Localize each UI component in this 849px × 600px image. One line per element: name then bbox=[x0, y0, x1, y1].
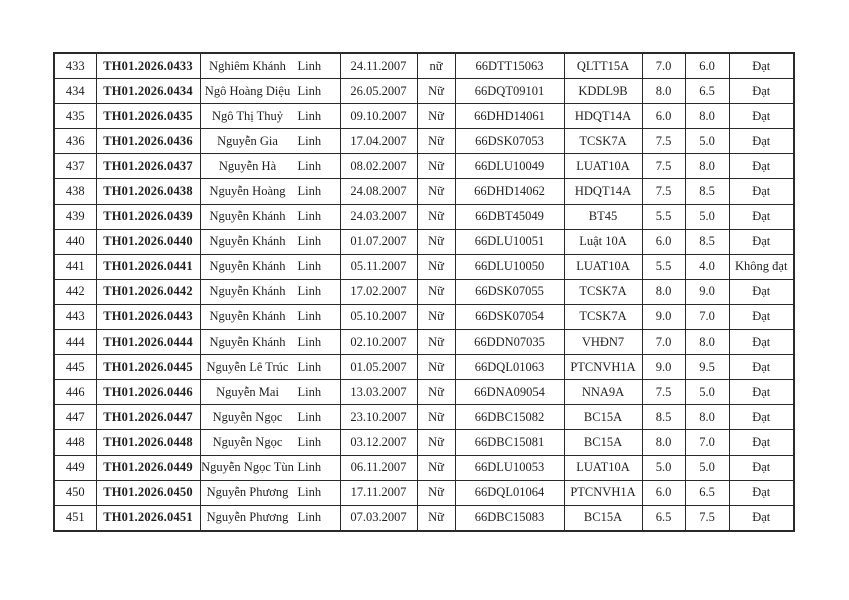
cell-class-code: TCSK7A bbox=[564, 279, 642, 304]
cell-student-code: 66DHD14061 bbox=[455, 104, 564, 129]
cell-date-of-birth: 24.11.2007 bbox=[340, 53, 417, 79]
name-wrap bbox=[201, 435, 340, 450]
cell-score-2: 8.0 bbox=[685, 154, 729, 179]
name-wrap bbox=[201, 109, 340, 124]
name-wrap bbox=[201, 335, 340, 350]
cell-gender: Nữ bbox=[417, 154, 455, 179]
cell-student-id: TH01.2026.0434 bbox=[96, 79, 200, 104]
cell-score-2: 6.0 bbox=[685, 53, 729, 79]
name-surname: Ngô Hoàng Diệu bbox=[204, 83, 291, 98]
cell-student-name bbox=[200, 79, 340, 104]
cell-score-1: 8.0 bbox=[642, 430, 685, 455]
cell-score-1: 7.0 bbox=[642, 330, 685, 355]
name-surname: Nguyễn Khánh bbox=[209, 209, 286, 224]
cell-student-id: TH01.2026.0442 bbox=[96, 279, 200, 304]
table-row bbox=[54, 53, 794, 79]
cell-student-name bbox=[200, 129, 340, 154]
cell-score-2: 9.0 bbox=[685, 279, 729, 304]
table-row bbox=[54, 455, 794, 480]
cell-row-number: 439 bbox=[54, 204, 96, 229]
cell-class-code: PTCNVH1A bbox=[564, 355, 642, 380]
cell-score-1: 6.0 bbox=[642, 229, 685, 254]
cell-class-code: LUAT10A bbox=[564, 254, 642, 279]
table-row bbox=[54, 480, 794, 505]
name-surname: Nguyễn Hoàng bbox=[209, 184, 286, 199]
cell-result: Đạt bbox=[729, 430, 794, 455]
cell-gender: Nữ bbox=[417, 380, 455, 405]
cell-student-id: TH01.2026.0451 bbox=[96, 505, 200, 531]
cell-result: Đạt bbox=[729, 279, 794, 304]
name-given-name: Linh bbox=[297, 259, 322, 274]
cell-student-name bbox=[200, 154, 340, 179]
name-given-name: Linh bbox=[297, 460, 322, 475]
table-row bbox=[54, 505, 794, 531]
cell-score-2: 6.5 bbox=[685, 480, 729, 505]
cell-class-code: LUAT10A bbox=[564, 455, 642, 480]
cell-student-id: TH01.2026.0437 bbox=[96, 154, 200, 179]
cell-student-name bbox=[200, 204, 340, 229]
name-wrap bbox=[201, 84, 340, 99]
name-wrap bbox=[201, 385, 340, 400]
cell-gender: Nữ bbox=[417, 405, 455, 430]
cell-student-code: 66DSK07053 bbox=[455, 129, 564, 154]
cell-gender: Nữ bbox=[417, 304, 455, 329]
cell-result: Không đạt bbox=[729, 254, 794, 279]
cell-result: Đạt bbox=[729, 480, 794, 505]
cell-date-of-birth: 05.10.2007 bbox=[340, 304, 417, 329]
table-row bbox=[54, 254, 794, 279]
cell-student-id: TH01.2026.0433 bbox=[96, 53, 200, 79]
cell-student-id: TH01.2026.0447 bbox=[96, 405, 200, 430]
cell-score-1: 8.0 bbox=[642, 79, 685, 104]
cell-class-code: BC15A bbox=[564, 505, 642, 531]
table-row bbox=[54, 405, 794, 430]
name-wrap bbox=[201, 460, 340, 475]
cell-row-number: 450 bbox=[54, 480, 96, 505]
cell-result: Đạt bbox=[729, 355, 794, 380]
cell-student-name bbox=[200, 330, 340, 355]
cell-student-code: 66DNA09054 bbox=[455, 380, 564, 405]
name-wrap bbox=[201, 485, 340, 500]
cell-student-name bbox=[200, 229, 340, 254]
name-surname: Nguyễn Khánh bbox=[209, 334, 286, 349]
cell-result: Đạt bbox=[729, 505, 794, 531]
cell-score-2: 8.5 bbox=[685, 229, 729, 254]
cell-row-number: 447 bbox=[54, 405, 96, 430]
cell-score-2: 7.0 bbox=[685, 304, 729, 329]
cell-score-1: 6.0 bbox=[642, 104, 685, 129]
cell-class-code: TCSK7A bbox=[564, 129, 642, 154]
cell-class-code: BC15A bbox=[564, 430, 642, 455]
cell-row-number: 436 bbox=[54, 129, 96, 154]
cell-student-name bbox=[200, 254, 340, 279]
name-wrap bbox=[201, 184, 340, 199]
cell-date-of-birth: 17.11.2007 bbox=[340, 480, 417, 505]
cell-score-2: 5.0 bbox=[685, 204, 729, 229]
name-surname: Nguyễn Gia bbox=[217, 133, 278, 148]
name-surname: Nguyễn Lê Trúc bbox=[206, 359, 289, 374]
cell-student-name bbox=[200, 430, 340, 455]
name-surname: Nguyễn Khánh bbox=[209, 234, 286, 249]
cell-row-number: 446 bbox=[54, 380, 96, 405]
table-row bbox=[54, 279, 794, 304]
cell-student-id: TH01.2026.0448 bbox=[96, 430, 200, 455]
cell-date-of-birth: 09.10.2007 bbox=[340, 104, 417, 129]
name-wrap bbox=[201, 134, 340, 149]
cell-result: Đạt bbox=[729, 79, 794, 104]
name-given-name: Linh bbox=[297, 384, 322, 399]
cell-student-id: TH01.2026.0446 bbox=[96, 380, 200, 405]
cell-result: Đạt bbox=[729, 53, 794, 79]
cell-gender: Nữ bbox=[417, 430, 455, 455]
cell-student-code: 66DQL01064 bbox=[455, 480, 564, 505]
table-row bbox=[54, 355, 794, 380]
cell-date-of-birth: 24.08.2007 bbox=[340, 179, 417, 204]
cell-score-1: 7.5 bbox=[642, 129, 685, 154]
cell-student-code: 66DBC15082 bbox=[455, 405, 564, 430]
cell-score-1: 5.5 bbox=[642, 204, 685, 229]
cell-class-code: NNA9A bbox=[564, 380, 642, 405]
cell-score-1: 9.0 bbox=[642, 304, 685, 329]
name-given-name: Linh bbox=[297, 234, 322, 249]
cell-class-code: Luật 10A bbox=[564, 229, 642, 254]
cell-score-1: 5.5 bbox=[642, 254, 685, 279]
cell-student-code: 66DLU10049 bbox=[455, 154, 564, 179]
cell-class-code: TCSK7A bbox=[564, 304, 642, 329]
cell-student-name bbox=[200, 355, 340, 380]
name-surname: Nguyễn Ngọc bbox=[212, 409, 283, 424]
name-surname: Nguyễn Ngọc Tùn bbox=[201, 460, 294, 475]
name-surname: Nguyễn Khánh bbox=[209, 259, 286, 274]
cell-student-code: 66DLU10053 bbox=[455, 455, 564, 480]
cell-row-number: 443 bbox=[54, 304, 96, 329]
cell-result: Đạt bbox=[729, 455, 794, 480]
name-given-name: Linh bbox=[297, 359, 322, 374]
name-surname: Nguyễn Hà bbox=[218, 158, 277, 173]
cell-date-of-birth: 02.10.2007 bbox=[340, 330, 417, 355]
name-wrap bbox=[201, 259, 340, 274]
cell-student-name bbox=[200, 304, 340, 329]
cell-score-2: 5.0 bbox=[685, 380, 729, 405]
cell-class-code: QLTT15A bbox=[564, 53, 642, 79]
name-surname: Nguyễn Khánh bbox=[209, 284, 286, 299]
cell-student-code: 66DSK07055 bbox=[455, 279, 564, 304]
results-table bbox=[53, 52, 795, 532]
cell-gender: Nữ bbox=[417, 455, 455, 480]
cell-student-code: 66DHD14062 bbox=[455, 179, 564, 204]
name-given-name: Linh bbox=[297, 334, 322, 349]
cell-date-of-birth: 01.05.2007 bbox=[340, 355, 417, 380]
cell-score-1: 7.5 bbox=[642, 154, 685, 179]
cell-score-2: 7.0 bbox=[685, 430, 729, 455]
cell-row-number: 442 bbox=[54, 279, 96, 304]
table-row bbox=[54, 330, 794, 355]
cell-student-id: TH01.2026.0443 bbox=[96, 304, 200, 329]
cell-score-2: 8.0 bbox=[685, 330, 729, 355]
cell-score-1: 8.0 bbox=[642, 279, 685, 304]
cell-row-number: 441 bbox=[54, 254, 96, 279]
cell-student-name bbox=[200, 405, 340, 430]
name-wrap bbox=[201, 234, 340, 249]
cell-gender: Nữ bbox=[417, 79, 455, 104]
cell-student-name bbox=[200, 104, 340, 129]
name-wrap bbox=[201, 410, 340, 425]
cell-date-of-birth: 05.11.2007 bbox=[340, 254, 417, 279]
cell-class-code: LUAT10A bbox=[564, 154, 642, 179]
cell-student-name bbox=[200, 279, 340, 304]
name-wrap bbox=[201, 284, 340, 299]
cell-score-2: 5.0 bbox=[685, 129, 729, 154]
cell-score-2: 7.5 bbox=[685, 505, 729, 531]
name-surname: Nghiêm Khánh bbox=[209, 58, 286, 73]
name-given-name: Linh bbox=[297, 184, 322, 199]
cell-gender: Nữ bbox=[417, 104, 455, 129]
cell-gender: Nữ bbox=[417, 505, 455, 531]
name-given-name: Linh bbox=[297, 284, 322, 299]
table-row bbox=[54, 204, 794, 229]
cell-row-number: 438 bbox=[54, 179, 96, 204]
cell-date-of-birth: 13.03.2007 bbox=[340, 380, 417, 405]
table-row bbox=[54, 154, 794, 179]
table-row bbox=[54, 79, 794, 104]
cell-score-1: 8.5 bbox=[642, 405, 685, 430]
cell-result: Đạt bbox=[729, 129, 794, 154]
name-given-name: Linh bbox=[297, 434, 322, 449]
cell-gender: Nữ bbox=[417, 355, 455, 380]
cell-class-code: BT45 bbox=[564, 204, 642, 229]
cell-student-code: 66DBT45049 bbox=[455, 204, 564, 229]
name-wrap bbox=[201, 309, 340, 324]
cell-score-1: 6.5 bbox=[642, 505, 685, 531]
cell-student-id: TH01.2026.0438 bbox=[96, 179, 200, 204]
cell-score-1: 7.0 bbox=[642, 53, 685, 79]
cell-row-number: 451 bbox=[54, 505, 96, 531]
cell-row-number: 437 bbox=[54, 154, 96, 179]
cell-student-code: 66DBC15083 bbox=[455, 505, 564, 531]
cell-result: Đạt bbox=[729, 380, 794, 405]
cell-score-2: 8.0 bbox=[685, 405, 729, 430]
cell-result: Đạt bbox=[729, 229, 794, 254]
cell-date-of-birth: 17.02.2007 bbox=[340, 279, 417, 304]
cell-score-2: 6.5 bbox=[685, 79, 729, 104]
cell-date-of-birth: 23.10.2007 bbox=[340, 405, 417, 430]
cell-result: Đạt bbox=[729, 104, 794, 129]
cell-gender: Nữ bbox=[417, 129, 455, 154]
name-wrap bbox=[201, 360, 340, 375]
cell-gender: Nữ bbox=[417, 279, 455, 304]
cell-row-number: 449 bbox=[54, 455, 96, 480]
cell-student-code: 66DTT15063 bbox=[455, 53, 564, 79]
table-row bbox=[54, 430, 794, 455]
name-given-name: Linh bbox=[297, 409, 322, 424]
cell-score-2: 4.0 bbox=[685, 254, 729, 279]
name-surname: Nguyễn Ngọc bbox=[212, 434, 283, 449]
cell-result: Đạt bbox=[729, 179, 794, 204]
cell-row-number: 434 bbox=[54, 79, 96, 104]
name-surname: Nguyễn Phương bbox=[206, 485, 289, 500]
cell-date-of-birth: 26.05.2007 bbox=[340, 79, 417, 104]
cell-date-of-birth: 03.12.2007 bbox=[340, 430, 417, 455]
cell-student-code: 66DBC15081 bbox=[455, 430, 564, 455]
cell-student-id: TH01.2026.0445 bbox=[96, 355, 200, 380]
cell-result: Đạt bbox=[729, 304, 794, 329]
name-given-name: Linh bbox=[297, 133, 322, 148]
cell-score-1: 5.0 bbox=[642, 455, 685, 480]
name-wrap bbox=[201, 510, 340, 525]
table-row bbox=[54, 104, 794, 129]
table-row bbox=[54, 229, 794, 254]
cell-row-number: 448 bbox=[54, 430, 96, 455]
cell-date-of-birth: 06.11.2007 bbox=[340, 455, 417, 480]
cell-row-number: 445 bbox=[54, 355, 96, 380]
cell-gender: Nữ bbox=[417, 330, 455, 355]
cell-score-2: 5.0 bbox=[685, 455, 729, 480]
name-given-name: Linh bbox=[297, 158, 322, 173]
cell-class-code: HDQT14A bbox=[564, 179, 642, 204]
cell-result: Đạt bbox=[729, 330, 794, 355]
results-table-body bbox=[54, 53, 794, 531]
cell-row-number: 435 bbox=[54, 104, 96, 129]
cell-date-of-birth: 17.04.2007 bbox=[340, 129, 417, 154]
name-given-name: Linh bbox=[297, 83, 322, 98]
cell-score-2: 9.5 bbox=[685, 355, 729, 380]
name-given-name: Linh bbox=[297, 209, 322, 224]
cell-gender: Nữ bbox=[417, 179, 455, 204]
name-given-name: Linh bbox=[297, 58, 322, 73]
cell-student-name bbox=[200, 179, 340, 204]
cell-class-code: HDQT14A bbox=[564, 104, 642, 129]
name-wrap bbox=[201, 59, 340, 74]
cell-result: Đạt bbox=[729, 204, 794, 229]
cell-student-code: 66DQT09101 bbox=[455, 79, 564, 104]
name-surname: Nguyễn Phương bbox=[206, 510, 289, 525]
cell-student-id: TH01.2026.0436 bbox=[96, 129, 200, 154]
cell-student-code: 66DDN07035 bbox=[455, 330, 564, 355]
name-surname: Nguyễn Mai bbox=[216, 384, 279, 399]
cell-student-id: TH01.2026.0441 bbox=[96, 254, 200, 279]
cell-date-of-birth: 24.03.2007 bbox=[340, 204, 417, 229]
cell-student-id: TH01.2026.0435 bbox=[96, 104, 200, 129]
cell-student-id: TH01.2026.0450 bbox=[96, 480, 200, 505]
cell-gender: nữ bbox=[417, 53, 455, 79]
cell-class-code: BC15A bbox=[564, 405, 642, 430]
table-row bbox=[54, 129, 794, 154]
name-wrap bbox=[201, 159, 340, 174]
cell-student-name bbox=[200, 505, 340, 531]
cell-class-code: PTCNVH1A bbox=[564, 480, 642, 505]
cell-score-1: 6.0 bbox=[642, 480, 685, 505]
table-row bbox=[54, 380, 794, 405]
cell-result: Đạt bbox=[729, 405, 794, 430]
cell-student-code: 66DLU10050 bbox=[455, 254, 564, 279]
name-given-name: Linh bbox=[297, 309, 322, 324]
cell-row-number: 444 bbox=[54, 330, 96, 355]
cell-class-code: VHĐN7 bbox=[564, 330, 642, 355]
cell-gender: Nữ bbox=[417, 480, 455, 505]
cell-date-of-birth: 01.07.2007 bbox=[340, 229, 417, 254]
cell-student-name bbox=[200, 455, 340, 480]
name-surname: Ngô Thị Thuỷ bbox=[211, 108, 284, 123]
cell-student-code: 66DQL01063 bbox=[455, 355, 564, 380]
cell-score-1: 9.0 bbox=[642, 355, 685, 380]
cell-score-1: 7.5 bbox=[642, 179, 685, 204]
cell-gender: Nữ bbox=[417, 229, 455, 254]
name-given-name: Linh bbox=[297, 485, 322, 500]
cell-student-id: TH01.2026.0449 bbox=[96, 455, 200, 480]
cell-student-id: TH01.2026.0440 bbox=[96, 229, 200, 254]
cell-student-code: 66DSK07054 bbox=[455, 304, 564, 329]
cell-score-1: 7.5 bbox=[642, 380, 685, 405]
cell-date-of-birth: 08.02.2007 bbox=[340, 154, 417, 179]
cell-gender: Nữ bbox=[417, 254, 455, 279]
name-given-name: Linh bbox=[297, 510, 322, 525]
table-row bbox=[54, 179, 794, 204]
cell-student-name bbox=[200, 380, 340, 405]
cell-row-number: 440 bbox=[54, 229, 96, 254]
cell-score-2: 8.5 bbox=[685, 179, 729, 204]
cell-result: Đạt bbox=[729, 154, 794, 179]
name-surname: Nguyễn Khánh bbox=[209, 309, 286, 324]
cell-student-code: 66DLU10051 bbox=[455, 229, 564, 254]
cell-student-id: TH01.2026.0439 bbox=[96, 204, 200, 229]
cell-row-number: 433 bbox=[54, 53, 96, 79]
cell-student-name bbox=[200, 480, 340, 505]
cell-gender: Nữ bbox=[417, 204, 455, 229]
name-given-name: Linh bbox=[297, 108, 322, 123]
cell-student-name bbox=[200, 53, 340, 79]
table-row bbox=[54, 304, 794, 329]
cell-date-of-birth: 07.03.2007 bbox=[340, 505, 417, 531]
cell-class-code: KDDL9B bbox=[564, 79, 642, 104]
cell-student-id: TH01.2026.0444 bbox=[96, 330, 200, 355]
cell-score-2: 8.0 bbox=[685, 104, 729, 129]
name-wrap bbox=[201, 209, 340, 224]
